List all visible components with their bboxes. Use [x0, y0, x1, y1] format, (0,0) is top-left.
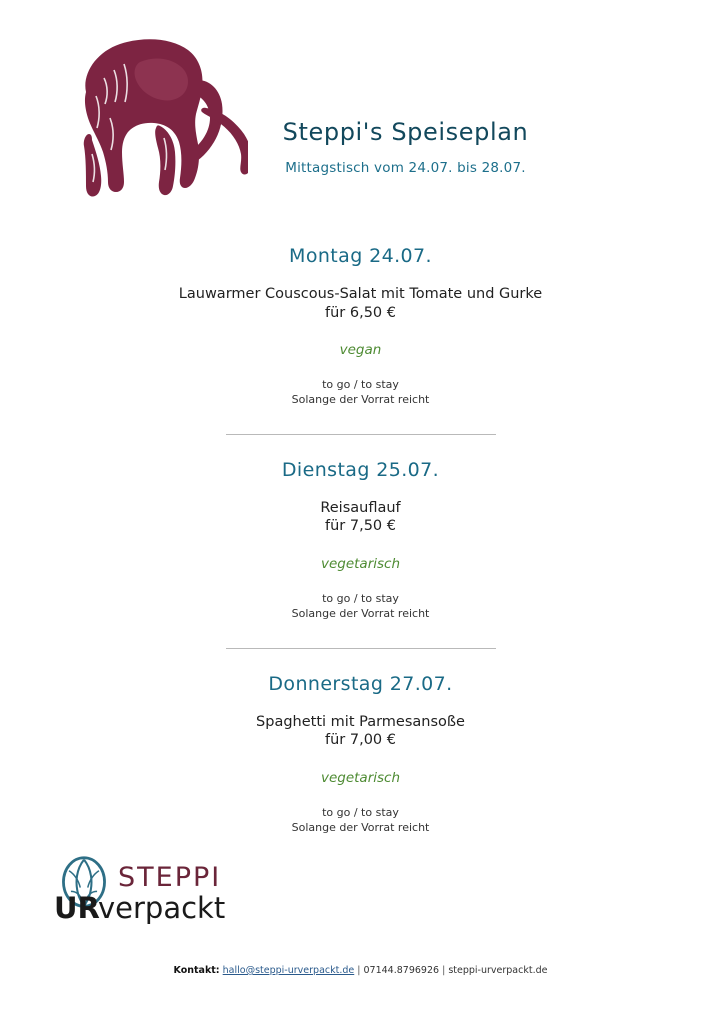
brand-logo-ur: UR [54, 891, 100, 925]
dish-name: Reisauflauf [320, 499, 401, 516]
section-divider [226, 434, 496, 435]
day-heading: Donnerstag 27.07. [268, 672, 453, 695]
note-line-stock: Solange der Vorrat reicht [291, 393, 430, 407]
dish-price: für 7,00 € [325, 732, 396, 749]
page-header [0, 0, 721, 225]
note-line-togo: to go / to stay [322, 591, 399, 605]
note-line-stock: Solange der Vorrat reicht [291, 821, 430, 835]
dish-name: Lauwarmer Couscous-Salat mit Tomate und Gurke [178, 286, 543, 302]
note-line-togo: to go / to stay [322, 378, 399, 392]
day-block [0, 245, 721, 408]
footer-separator-2: | [442, 965, 446, 976]
page-subtitle: Mittagstisch vom 24.07. bis 28.07. [285, 160, 526, 176]
brand-logo [52, 858, 237, 938]
note-line-togo: to go / to stay [322, 805, 399, 819]
kontakt-label: Kontakt: [173, 965, 220, 976]
availability-note [0, 591, 721, 622]
brand-logo-verpackt: verpackt [98, 891, 226, 925]
diet-badge: vegetarisch [320, 769, 401, 786]
brand-logo-steppi: STEPPI [118, 862, 222, 893]
day-block [0, 459, 721, 622]
footer-separator-1: | [357, 965, 361, 976]
phone-number: 07144.8796926 [363, 965, 440, 976]
footer-contact-bar [0, 965, 721, 976]
diet-badge: vegetarisch [320, 555, 401, 572]
diet-badge: vegan [339, 342, 382, 359]
availability-note [0, 377, 721, 408]
menu-body [0, 245, 721, 836]
website-url: steppi-urverpackt.de [448, 965, 548, 976]
dish-price: für 7,50 € [325, 518, 396, 535]
page-title: Steppi's Speiseplan [282, 118, 529, 146]
day-block [0, 673, 721, 836]
title-block [0, 118, 721, 176]
availability-note [0, 805, 721, 836]
section-divider [226, 648, 496, 649]
dish-price: für 6,50 € [325, 304, 396, 321]
note-line-stock: Solange der Vorrat reicht [291, 607, 430, 621]
day-heading: Dienstag 25.07. [281, 458, 440, 481]
email-link[interactable]: hallo@steppi-urverpackt.de [222, 965, 355, 976]
day-heading: Montag 24.07. [289, 245, 432, 267]
dish-name: Spaghetti mit Parmesansoße [256, 713, 465, 730]
